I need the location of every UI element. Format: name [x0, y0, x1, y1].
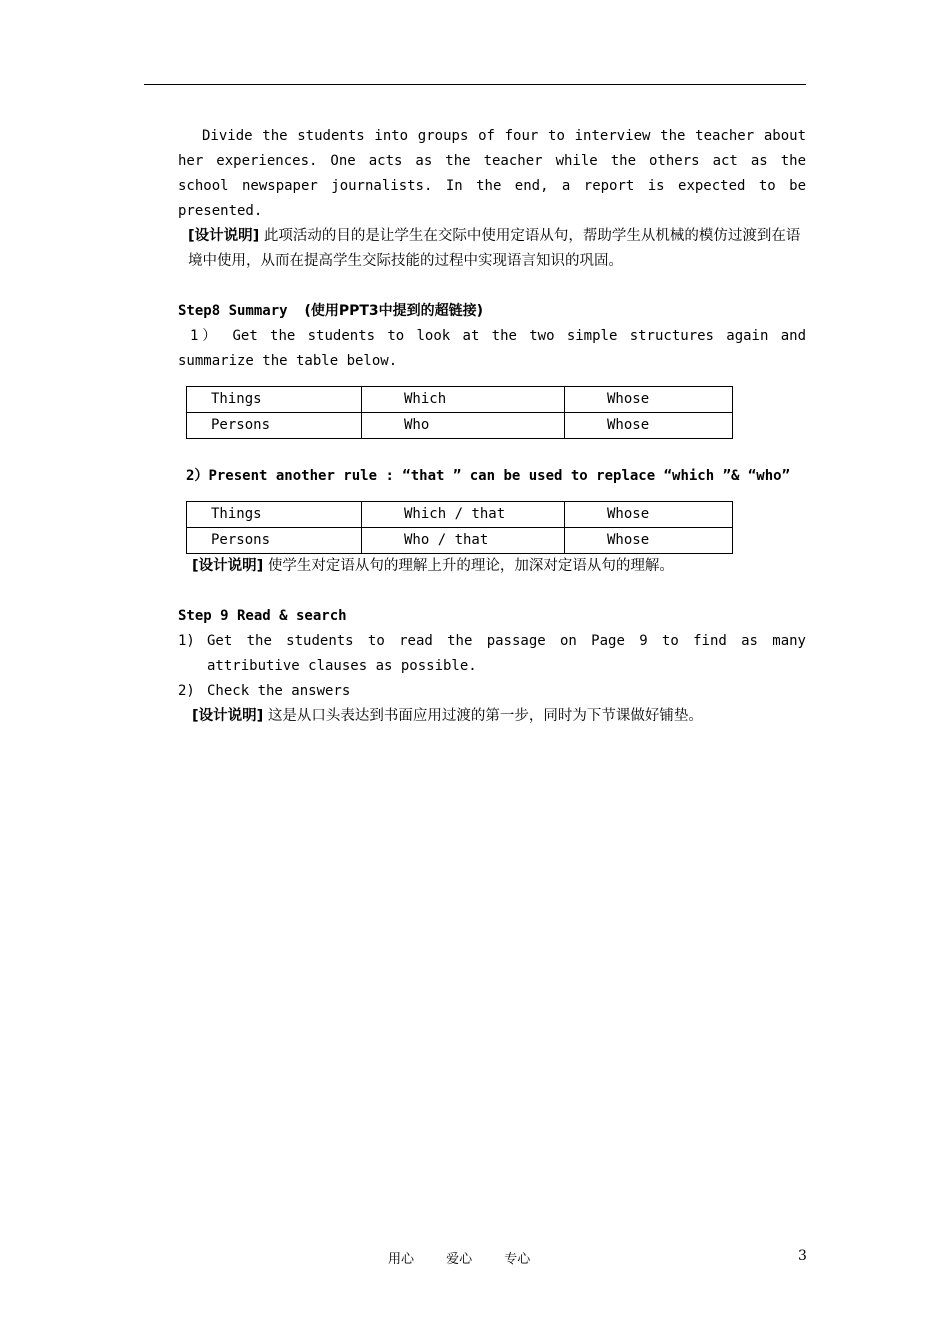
- table-cell: Which: [362, 387, 565, 413]
- step8-title-cn: (使用PPT3中提到的超链接): [304, 303, 484, 319]
- design-note-label: [设计说明]: [192, 708, 264, 724]
- list-item: [178, 629, 806, 679]
- table-cell: Whose: [565, 387, 733, 413]
- table-cell: Who / that: [362, 528, 565, 554]
- step8-item-2-text: Present another rule : “that ” can be used to replace “which ”& “who”: [208, 468, 791, 484]
- table-row: [187, 413, 733, 439]
- table-cell: Whose: [565, 502, 733, 528]
- step8-item-2-number: 2）: [186, 468, 209, 484]
- step8-title: Step8 Summary: [178, 303, 288, 319]
- table-row: [187, 502, 733, 528]
- step8-item-1: [178, 324, 806, 374]
- table-row: [187, 387, 733, 413]
- design-note-text: 这是从口头表达到书面应用过渡的第一步，同时为下节课做好铺垫。: [267, 708, 703, 724]
- table-relative-pronouns-2: [186, 501, 733, 554]
- design-note-label: [设计说明]: [192, 558, 264, 574]
- intro-paragraph: Divide the students into groups of four to interview the teacher about her experiences. One acts as the teacher while the others act as the school newspaper journalists. In the end, a report is expected to be presented.: [178, 128, 806, 219]
- table-row: [187, 528, 733, 554]
- table-cell: Whose: [565, 413, 733, 439]
- step8-heading: [178, 299, 806, 324]
- table-cell: Things: [187, 387, 362, 413]
- design-note-1: [178, 224, 806, 274]
- list-item-text: Check the answers: [207, 683, 351, 699]
- step8-item-1-number: 1）: [190, 328, 221, 344]
- step9-list: [178, 629, 806, 704]
- footer-motto: 用心 爱心 专心: [388, 1252, 531, 1267]
- document-body: [178, 124, 806, 729]
- design-note-text: 使学生对定语从句的理解上升的理论，加深对定语从句的理解。: [267, 558, 674, 574]
- table-cell: Persons: [187, 528, 362, 554]
- design-note-label: [设计说明]: [188, 228, 260, 244]
- list-item-number: 2): [178, 683, 195, 699]
- list-item-number: 1): [178, 633, 195, 649]
- step8-item-1-text: Get the students to look at the two simple structures again and summarize the table below.: [178, 328, 806, 369]
- design-note-text: 此项活动的目的是让学生在交际中使用定语从句，帮助学生从机械的模仿过渡到在语境中使用，从而在提高学生交际技能的过程中实现语言知识的巩固。: [188, 228, 801, 269]
- table-cell: Whose: [565, 528, 733, 554]
- table-cell: Things: [187, 502, 362, 528]
- design-note-3: [178, 704, 806, 729]
- list-item: [178, 679, 806, 704]
- list-item-text: Get the students to read the passage on Page 9 to find as many attributive clauses as possible.: [207, 633, 806, 674]
- page-number: 3: [798, 1248, 807, 1264]
- step9-heading: Step 9 Read & search: [178, 608, 347, 624]
- table-cell: Who: [362, 413, 565, 439]
- table-cell: Persons: [187, 413, 362, 439]
- step8-item-2: [178, 464, 806, 489]
- table-cell: Which / that: [362, 502, 565, 528]
- design-note-2: [178, 554, 806, 579]
- table-relative-pronouns-1: [186, 386, 733, 439]
- header-rule: [144, 84, 806, 85]
